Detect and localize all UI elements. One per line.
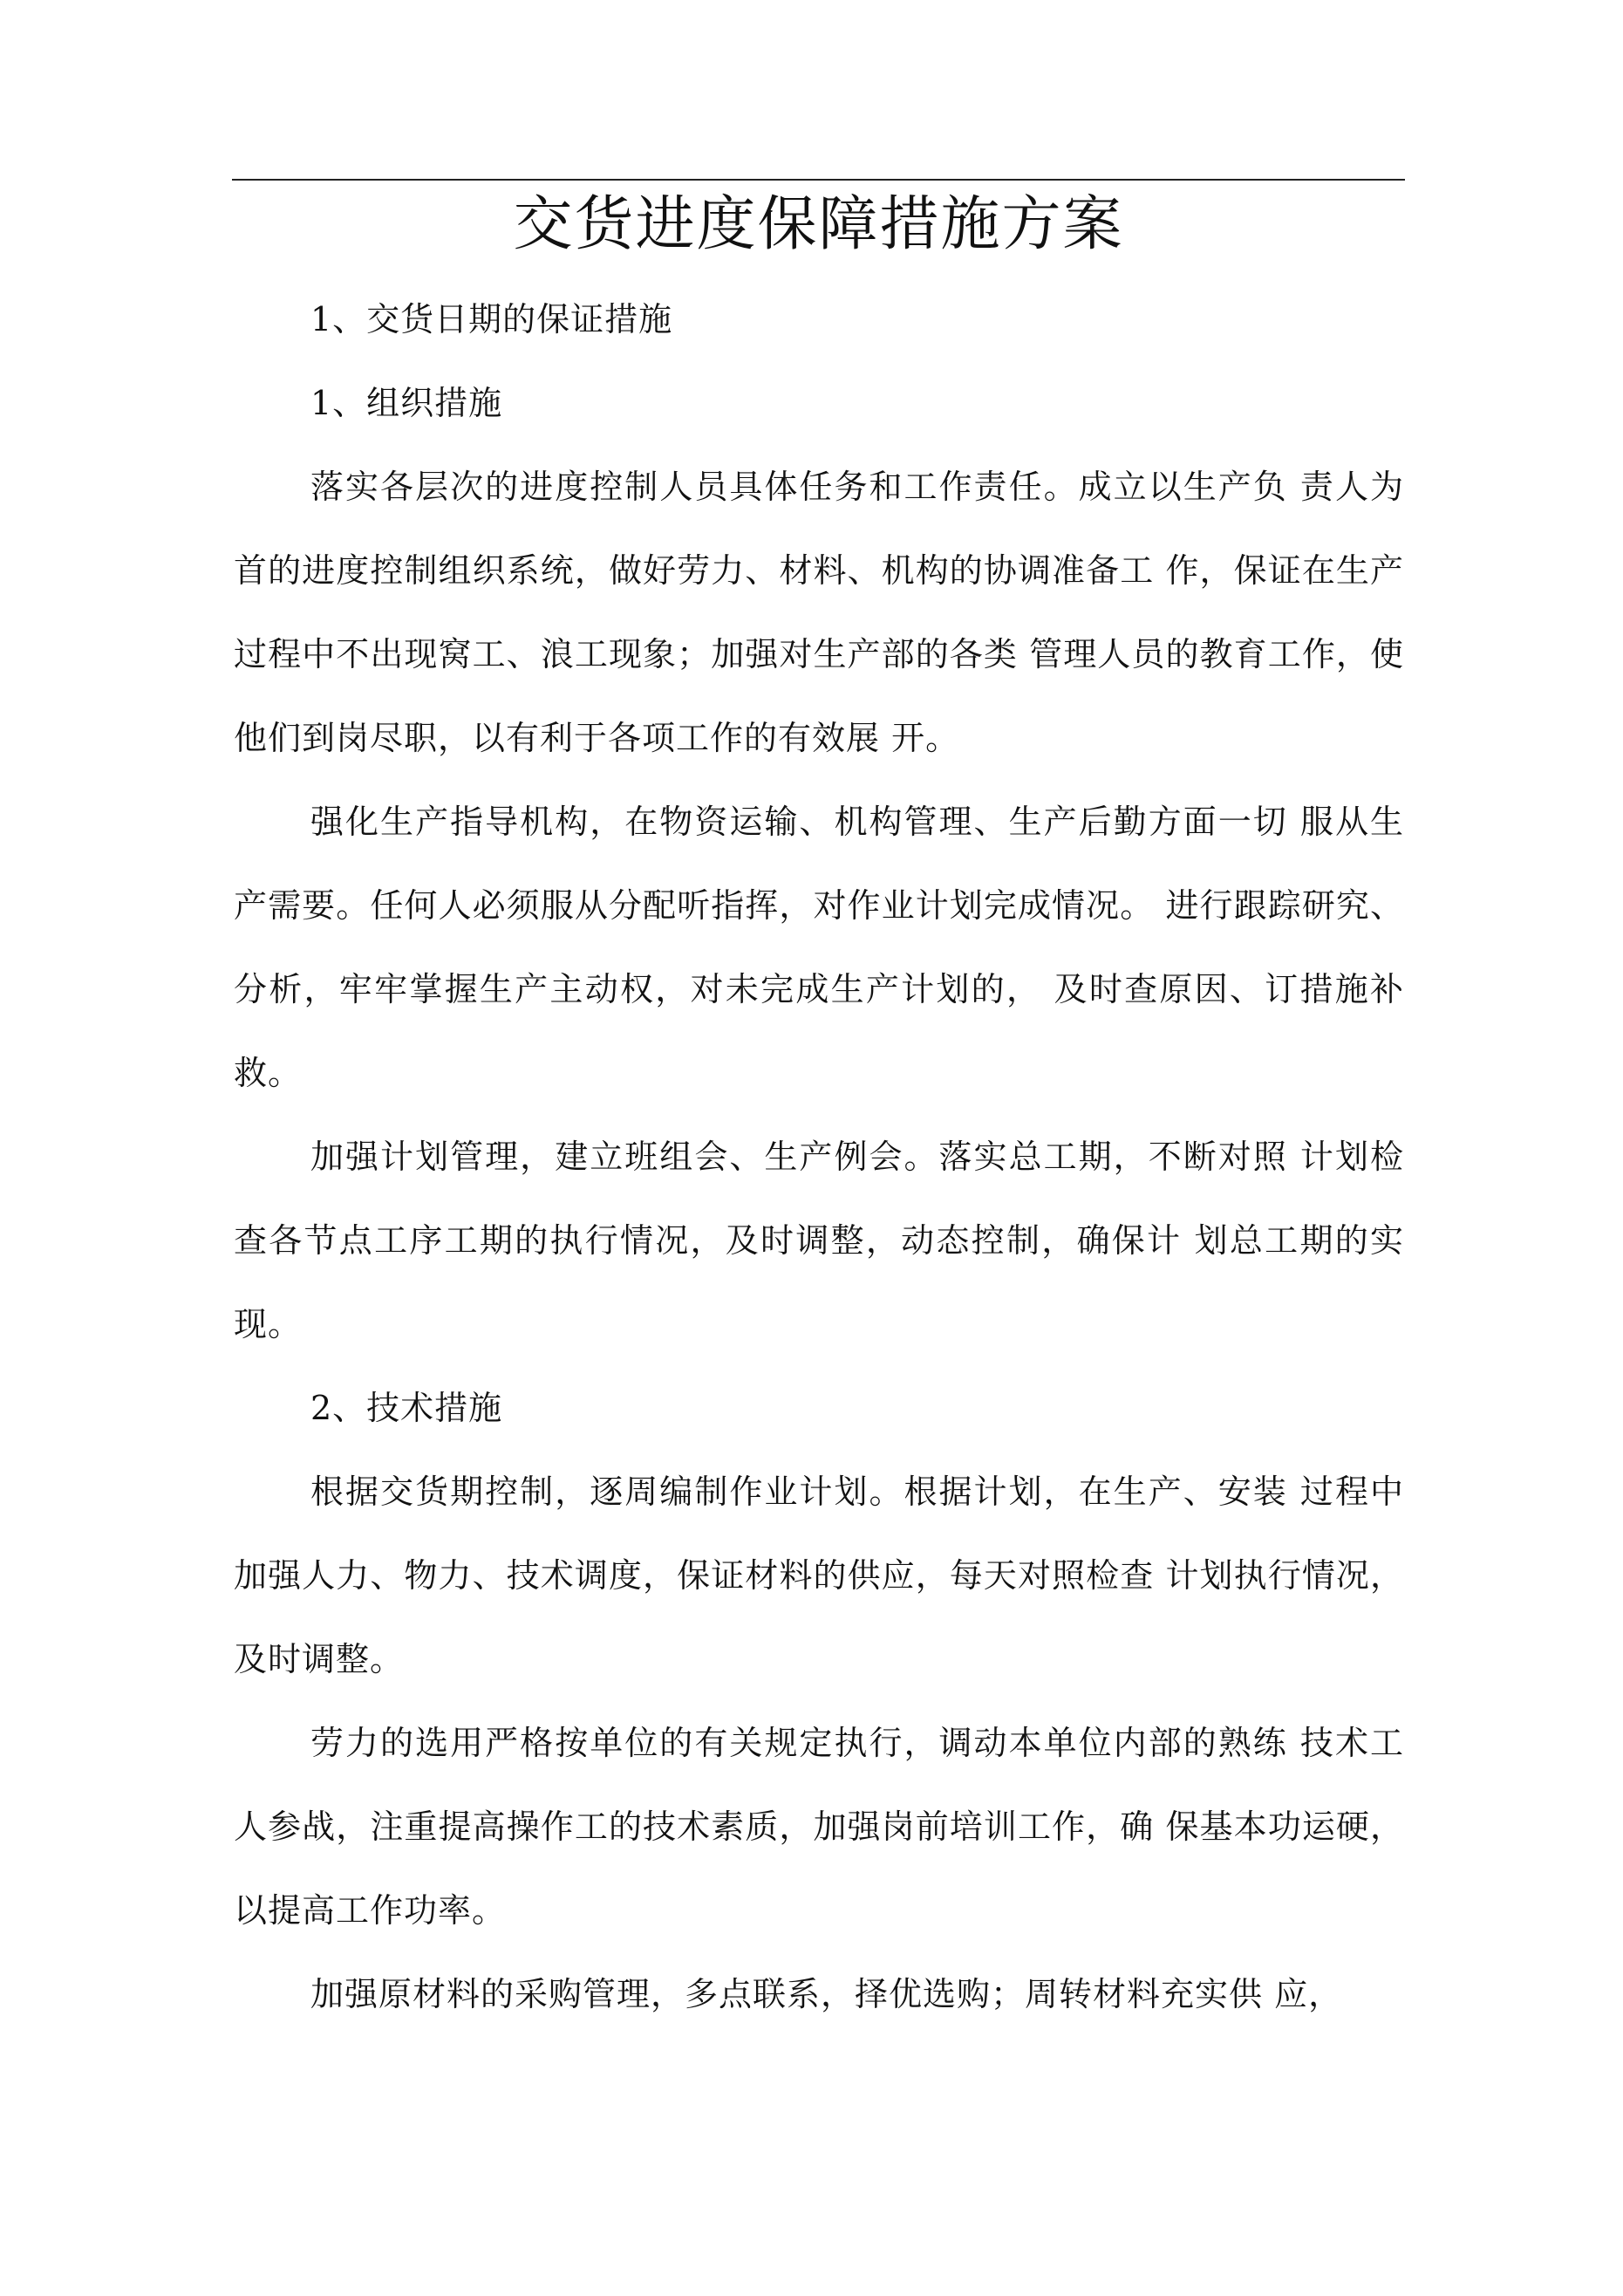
paragraph-technical-1: 根据交货期控制，逐周编制作业计划。根据计划，在生产、安装 过程中加强人力、物力、技术调度，保证材料的供应，每天对照检查 计划执行情况，及时调整。 [234,1473,1404,1678]
paragraph-organization-2: 强化生产指导机构，在物资运输、机构管理、生产后勤方面一切 服从生产需要。任何人必须服从分配听指挥，对作业计划完成情况。 进行跟踪研究、分析，牢牢掌握生产主动权，对未完成生产计划的， 及时查原因、订措施补救。 [234,803,1404,1092]
document-body [234,277,1404,2036]
document-title: 交货进度保障措施方案 [513,190,1124,259]
paragraph-technical-3: 加强原材料的采购管理，多点联系，择优选购；周转材料充实供 应， [310,1975,1343,2013]
paragraph-technical-2: 劳力的选用严格按单位的有关规定执行，调动本单位内部的熟练 技术工人参战，注重提高操作工的技术素质，加强岗前培训工作，确 保基本功运硬，以提高工作功率。 [234,1724,1404,1930]
subsection-heading-organization: 1、组织措施 [310,384,503,422]
subsection-heading-technical: 2、技术措施 [310,1389,503,1427]
paragraph-organization-1: 落实各层次的进度控制人员具体任务和工作责任。成立以生产负 责人为首的进度控制组织系统，做好劳力、材料、机构的协调准备工 作，保证在生产过程中不出现窝工、浪工现象；加强对生产部的各类 管理人员的教育工作，使他们到岗尽职，以有利于各项工作的有效展 开。 [234,468,1404,757]
section-heading-delivery-date: 1、交货日期的保证措施 [310,300,673,338]
header-rule [232,179,1405,181]
paragraph-organization-3: 加强计划管理，建立班组会、生产例会。落实总工期，不断对照 计划检查各节点工序工期的执行情况，及时调整，动态控制，确保计 划总工期的实现。 [234,1138,1404,1343]
